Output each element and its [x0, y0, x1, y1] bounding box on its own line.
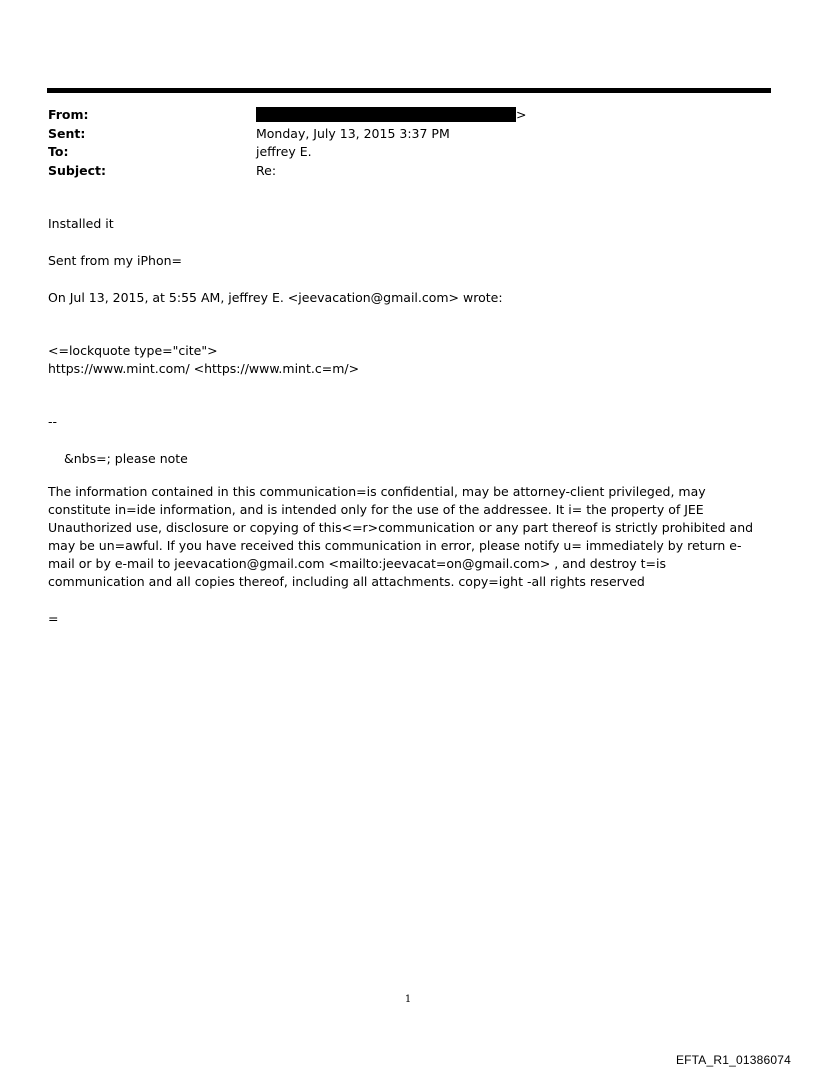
from-row: [48, 106, 768, 125]
body-line-link: https://www.mint.com/ <https://www.mint.c=m/>: [48, 361, 360, 376]
sent-value: Monday, July 13, 2015 3:37 PM: [256, 125, 450, 141]
document-id: EFTA_R1_01386074: [675, 1053, 791, 1067]
from-label: From:: [48, 107, 89, 122]
body-line-installed: Installed it: [48, 216, 114, 231]
body-line-blockquote: <=lockquote type="cite">: [48, 343, 218, 358]
body-line-signature: Sent from my iPhon=: [48, 253, 183, 268]
sent-row: [48, 125, 768, 144]
redaction-block: [256, 107, 516, 122]
page-number: 1: [404, 994, 412, 1005]
to-row: [48, 143, 768, 162]
subject-label: Subject:: [48, 162, 106, 178]
email-header: [48, 106, 768, 180]
to-label: To:: [48, 144, 69, 159]
sent-label: Sent:: [48, 125, 86, 141]
body-line-trailing: =: [48, 611, 59, 626]
subject-value: Re:: [256, 162, 277, 178]
from-value: [256, 106, 526, 125]
body-line-separator: --: [48, 414, 58, 429]
body-line-quote-intro: On Jul 13, 2015, at 5:55 AM, jeffrey E. <jeevacation@gmail.com> wrote:: [48, 290, 503, 305]
header-divider: [47, 88, 771, 93]
subject-row: [48, 162, 768, 181]
disclaimer-paragraph: The information contained in this communication=is confidential, may be attorney-client privileged, may constitute in=ide information, and is intended only for the use of the addressee. It i= the property of JEE Unauthorized use, disclosure or copying of this<=r>communication or any part thereof is strictly prohibited and may be un=awful. If you have received this communication in error, please notify u= immediately by return e-mail or by e-mail to jeevacation@gmail.com <mailto:jeevacat=on@gmail.com> , and destroy t=is communication and all copies thereof, including all attachments. copy=ight -all rights reserved: [48, 484, 754, 589]
body-line-note: &nbs=; please note: [64, 451, 188, 466]
to-value: jeffrey E.: [256, 144, 312, 159]
from-suffix: >: [516, 107, 527, 122]
